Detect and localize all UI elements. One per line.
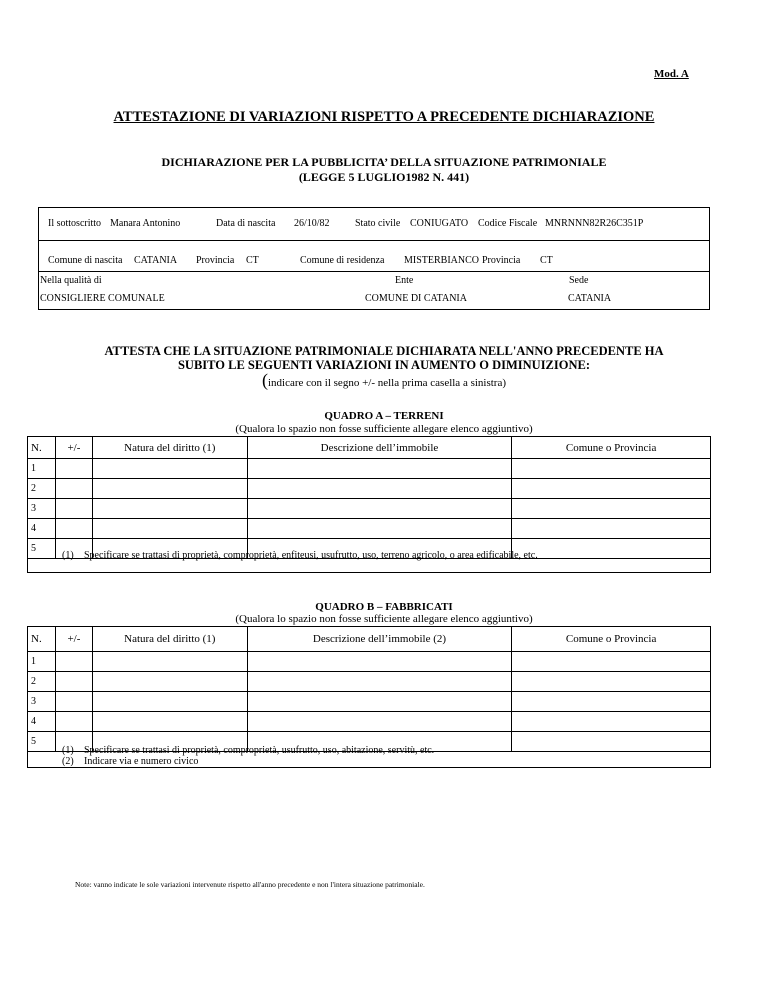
qualita-value: CONSIGLIERE COMUNALE (40, 293, 165, 304)
codice-fiscale-value: MNRNNN82R26C351P (545, 218, 644, 229)
quadro-b-note1-num: (1) (62, 745, 74, 756)
data-nascita-value: 26/10/82 (294, 218, 330, 229)
quadro-b-header-sign: +/- (55, 627, 92, 652)
attesta-line1: ATTESTA CHE LA SITUAZIONE PATRIMONIALE DICHIARATA NELL'ANNO PRECEDENTE HA (104, 344, 664, 358)
attesta-paren: ( (261, 370, 268, 390)
quadro-b-subtitle: (Qualora lo spazio non fosse sufficiente allegare elenco aggiuntivo) (235, 613, 533, 625)
quadro-b-header-natura: Natura del diritto (1) (92, 627, 247, 652)
quadro-b-note2-num: (2) (62, 756, 74, 767)
attesta-note-line (0, 370, 768, 391)
comune-residenza-label: Comune di residenza (300, 255, 385, 266)
quadro-b-header-comune: Comune o Provincia (512, 627, 711, 652)
table-row: 4 (28, 712, 711, 732)
table-row: 5 (28, 539, 711, 559)
stato-civile-value: CONIUGATO (410, 218, 469, 229)
provincia2-label: Provincia (482, 255, 521, 266)
table-row: 2 (28, 479, 711, 499)
quadro-a-subtitle: (Qualora lo spazio non fosse sufficiente allegare elenco aggiuntivo) (235, 423, 533, 435)
main-title: ATTESTAZIONE DI VARIAZIONI RISPETTO A PRECEDENTE DICHIARAZIONE (113, 109, 655, 125)
sede-value: CATANIA (568, 293, 612, 304)
quadro-a-table (27, 436, 711, 559)
quadro-a-header-n: N. (28, 437, 56, 459)
codice-fiscale-label: Codice Fiscale (478, 218, 538, 229)
stato-civile-label: Stato civile (355, 218, 401, 229)
quadro-b-header-n: N. (28, 627, 56, 652)
mod-label: Mod. A (654, 68, 689, 80)
data-nascita-label: Data di nascita (216, 218, 276, 229)
quadro-a-note-text: Specificare se trattasi di proprietà, comproprietà, enfiteusi, usufrutto, uso, terreno agricolo, o area edificabile, etc. (84, 550, 538, 561)
quadro-a-note-num: (1) (62, 550, 74, 561)
sottoscritto-value: Manara Antonino (110, 218, 181, 229)
table-row: 1 (28, 652, 711, 672)
quadro-a-header-descrizione: Descrizione dell’immobile (247, 437, 512, 459)
quadro-b-title: QUADRO B – FABBRICATI (315, 601, 453, 613)
subtitle-line1: DICHIARAZIONE PER LA PUBBLICITA’ DELLA SITUAZIONE PATRIMONIALE (161, 155, 607, 169)
quadro-b-note2-text: Indicare via e numero civico (84, 756, 199, 767)
attesta-line2: SUBITO LE SEGUENTI VARIAZIONI IN AUMENTO O DIMINUIZIONE: (177, 358, 591, 372)
quadro-a-header-sign: +/- (55, 437, 92, 459)
qualita-label: Nella qualità di (40, 275, 102, 286)
table-row: 1 (28, 459, 711, 479)
table-row: 3 (28, 692, 711, 712)
table-row: 4 (28, 519, 711, 539)
provincia-value: CT (246, 255, 259, 266)
comune-residenza-value: MISTERBIANCO (404, 255, 480, 266)
table-row: 5 (28, 732, 711, 752)
table-row: 3 (28, 499, 711, 519)
comune-nascita-value: CATANIA (134, 255, 178, 266)
quadro-b-header-descrizione: Descrizione dell’immobile (2) (247, 627, 512, 652)
quadro-a-title: QUADRO A – TERRENI (324, 410, 444, 422)
table-row: 2 (28, 672, 711, 692)
comune-nascita-label: Comune di nascita (48, 255, 123, 266)
quadro-a-header-comune: Comune o Provincia (512, 437, 711, 459)
sede-label: Sede (569, 275, 589, 286)
ente-label: Ente (395, 275, 414, 286)
quadro-b-note1-text: Specificare se trattasi di proprietà, comproprietà, usufrutto, uso, abitazione, servitù, etc. (84, 745, 435, 756)
subtitle-line2: (LEGGE 5 LUGLIO1982 N. 441) (298, 170, 470, 184)
provincia-label: Provincia (196, 255, 235, 266)
ente-value: COMUNE DI CATANIA (365, 293, 467, 304)
footer-note: Note: vanno indicate le sole variazioni intervenute rispetto all'anno precedente e non l'intera situazione patrimoniale. (75, 880, 425, 889)
quadro-a-header-natura: Natura del diritto (1) (92, 437, 247, 459)
sottoscritto-label: Il sottoscritto (48, 218, 102, 229)
quadro-b-table (27, 626, 711, 752)
provincia2-value: CT (540, 255, 553, 266)
attesta-note: indicare con il segno +/- nella prima casella a sinistra) (267, 377, 507, 389)
